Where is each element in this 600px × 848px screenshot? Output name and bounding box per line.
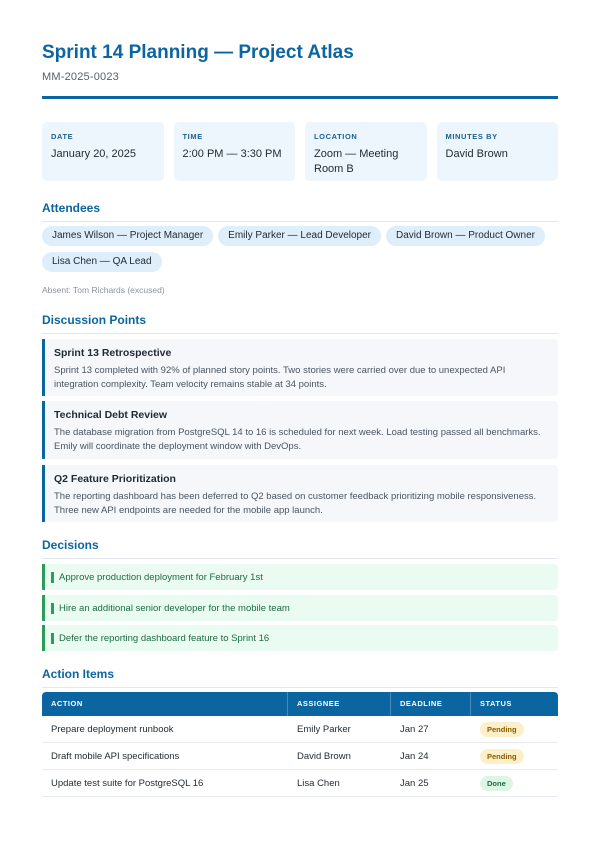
- attendee-chip: Lisa Chen — QA Lead: [42, 252, 162, 272]
- cell-action: Draft mobile API specifications: [51, 750, 180, 762]
- cell-assignee: David Brown: [297, 750, 351, 762]
- cell-deadline: Jan 24: [400, 750, 429, 762]
- cell-status: [471, 776, 558, 791]
- section-heading-discussion: Discussion Points: [42, 313, 558, 334]
- cell-deadline: Jan 25: [400, 777, 429, 789]
- cell-action: Update test suite for PostgreSQL 16: [51, 777, 204, 789]
- column-header-assignee: ASSIGNEE: [288, 692, 391, 716]
- discussion-item-text: The database migration from PostgreSQL 14 to 16 is scheduled for next week. Load testing passed all benchmarks. Emily will coordinate the deployment window with DevOps.: [54, 427, 541, 452]
- decision-text: Hire an additional senior developer for the mobile team: [59, 602, 290, 614]
- absent-note: Absent: Tom Richards (excused): [42, 285, 165, 295]
- cell-assignee: Lisa Chen: [297, 777, 340, 789]
- decision-text: Approve production deployment for February 1st: [59, 571, 263, 583]
- document-title: Sprint 14 Planning — Project Atlas: [42, 42, 354, 63]
- discussion-item: [42, 465, 558, 522]
- decision-item: [42, 595, 558, 621]
- discussion-item-title: Q2 Feature Prioritization: [54, 473, 176, 485]
- meta-card-date: [42, 122, 164, 181]
- discussion-item: [42, 401, 558, 459]
- decision-item: [42, 564, 558, 590]
- meta-cards: [42, 122, 558, 181]
- cell-assignee: Emily Parker: [297, 723, 351, 735]
- cell-action: Prepare deployment runbook: [51, 723, 174, 735]
- attendee-chip: Emily Parker — Lead Developer: [218, 226, 381, 246]
- cell-status: [471, 722, 558, 737]
- discussion-item-title: Technical Debt Review: [54, 409, 168, 421]
- discussion-item: [42, 339, 558, 396]
- attendee-chip: James Wilson — Project Manager: [42, 226, 213, 246]
- meta-value: David Brown: [445, 148, 508, 160]
- action-items-table: [42, 692, 558, 797]
- meta-value: Zoom — Meeting Room B: [314, 148, 399, 175]
- attendee-list: [42, 226, 558, 272]
- column-header-deadline: DEADLINE: [391, 692, 471, 716]
- meta-card-location: [305, 122, 427, 181]
- decision-text: Defer the reporting dashboard feature to Sprint 16: [59, 632, 270, 644]
- discussion-item-text: Sprint 13 completed with 92% of planned story points. Two stories were carried over due to unexpected API integration complexity. Team velocity remains stable at 34 points.: [54, 365, 506, 390]
- header-divider: [42, 96, 558, 99]
- meta-label: DATE: [51, 132, 74, 141]
- decision-marker-icon: [51, 603, 54, 614]
- column-header-action: ACTION: [42, 692, 288, 716]
- cell-status: [471, 749, 558, 764]
- section-heading-decisions: Decisions: [42, 538, 558, 559]
- meta-label: TIME: [182, 132, 203, 141]
- decision-marker-icon: [51, 572, 54, 583]
- status-badge: Pending: [480, 749, 524, 764]
- meta-label: LOCATION: [314, 132, 358, 141]
- status-badge: Pending: [480, 722, 524, 737]
- discussion-item-text: The reporting dashboard has been deferred to Q2 based on customer feedback prioritizing mobile responsiveness. Three new API endpoints are needed for the mobile app launch.: [54, 491, 537, 516]
- decision-marker-icon: [51, 633, 54, 644]
- discussion-item-title: Sprint 13 Retrospective: [54, 347, 172, 359]
- status-badge: Done: [480, 776, 513, 791]
- table-row: [42, 743, 558, 770]
- table-row: [42, 770, 558, 797]
- cell-deadline: Jan 27: [400, 723, 429, 735]
- document-reference: MM-2025-0023: [42, 71, 119, 83]
- column-header-status: STATUS: [480, 699, 512, 708]
- section-heading-action-items: Action Items: [42, 667, 558, 688]
- table-header: [42, 692, 558, 716]
- meta-value: January 20, 2025: [51, 148, 137, 160]
- section-heading-attendees: Attendees: [42, 201, 558, 222]
- meta-card-minutes-by: [437, 122, 559, 181]
- attendee-chip: David Brown — Product Owner: [386, 226, 545, 246]
- decision-item: [42, 625, 558, 651]
- meta-label: MINUTES BY: [445, 132, 498, 141]
- meta-value: 2:00 PM — 3:30 PM: [182, 148, 282, 160]
- meta-card-time: [174, 122, 296, 181]
- table-row: [42, 716, 558, 743]
